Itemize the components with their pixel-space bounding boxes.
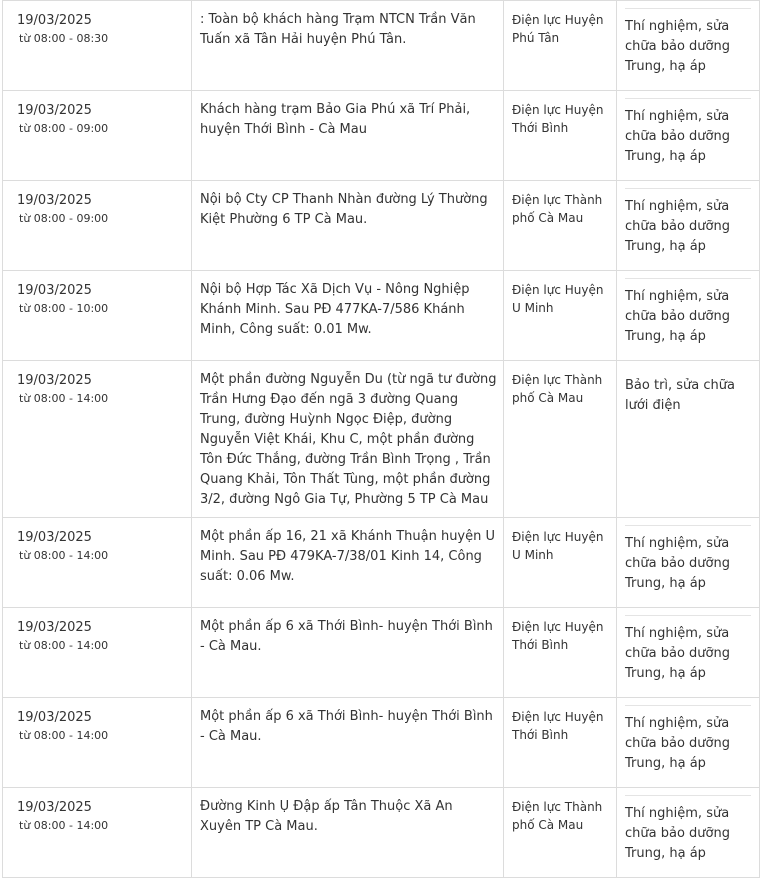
- divider: [625, 98, 751, 99]
- outage-area: Một phần ấp 16, 21 xã Khánh Thuận huyện U Minh. Sau PĐ 479KA-7/38/01 Kinh 14, Công suất: 0.06 Mw.: [200, 529, 496, 584]
- table-row: [3, 788, 760, 878]
- outage-area: : Toàn bộ khách hàng Trạm NTCN Trần Văn Tuấn xã Tân Hải huyện Phú Tân.: [200, 12, 476, 47]
- table-row: [3, 361, 760, 518]
- outage-reason: Thí nghiệm, sửa chữa bảo dưỡng Trung, hạ áp: [625, 199, 730, 254]
- area-cell: [192, 698, 504, 788]
- reason-cell: [617, 181, 760, 271]
- outage-time: từ 08:00 - 14:00: [19, 392, 109, 405]
- outage-time: từ 08:00 - 10:00: [19, 302, 109, 315]
- outage-area: Một phần ấp 6 xã Thới Bình- huyện Thới Bình - Cà Mau.: [200, 709, 493, 744]
- date-cell: [3, 698, 192, 788]
- outage-reason: Thí nghiệm, sửa chữa bảo dưỡng Trung, hạ áp: [625, 289, 730, 344]
- unit-cell: [504, 698, 617, 788]
- divider: [625, 615, 751, 616]
- outage-time: từ 08:00 - 14:00: [19, 549, 109, 562]
- reason-cell: [617, 608, 760, 698]
- outage-date: 19/03/2025: [17, 710, 92, 725]
- date-cell: [3, 518, 192, 608]
- outage-reason: Thí nghiệm, sửa chữa bảo dưỡng Trung, hạ áp: [625, 806, 730, 861]
- outage-time: từ 08:00 - 09:00: [19, 212, 109, 225]
- date-cell: [3, 361, 192, 518]
- table-row: [3, 91, 760, 181]
- unit-cell: [504, 91, 617, 181]
- outage-area: Nội bộ Cty CP Thanh Nhàn đường Lý Thường Kiệt Phường 6 TP Cà Mau.: [200, 192, 488, 227]
- outage-reason: Thí nghiệm, sửa chữa bảo dưỡng Trung, hạ áp: [625, 626, 730, 681]
- outage-date: 19/03/2025: [17, 373, 92, 388]
- table-row: [3, 518, 760, 608]
- outage-reason: Thí nghiệm, sửa chữa bảo dưỡng Trung, hạ áp: [625, 716, 730, 771]
- power-outage-table: [2, 0, 760, 878]
- reason-cell: [617, 518, 760, 608]
- table-row: [3, 1, 760, 91]
- divider: [625, 705, 751, 706]
- area-cell: [192, 1, 504, 91]
- area-cell: [192, 518, 504, 608]
- unit-cell: [504, 788, 617, 878]
- divider: [625, 8, 751, 9]
- date-cell: [3, 608, 192, 698]
- divider: [625, 278, 751, 279]
- outage-date: 19/03/2025: [17, 620, 92, 635]
- outage-area: Một phần ấp 6 xã Thới Bình- huyện Thới Bình - Cà Mau.: [200, 619, 493, 654]
- unit-cell: [504, 181, 617, 271]
- power-unit: Điện lực Huyện U Minh: [512, 283, 604, 315]
- outage-date: 19/03/2025: [17, 530, 92, 545]
- date-cell: [3, 788, 192, 878]
- reason-cell: [617, 788, 760, 878]
- date-cell: [3, 181, 192, 271]
- divider: [625, 188, 751, 189]
- outage-date: 19/03/2025: [17, 13, 92, 28]
- reason-cell: [617, 698, 760, 788]
- outage-time: từ 08:00 - 14:00: [19, 729, 109, 742]
- area-cell: [192, 181, 504, 271]
- outage-time: từ 08:00 - 09:00: [19, 122, 109, 135]
- table-row: [3, 271, 760, 361]
- outage-area: Một phần đường Nguyễn Du (từ ngã tư đường Trần Hưng Đạo đến ngã 3 đường Quang Trung, đường Huỳnh Ngọc Điệp, đường Nguyễn Việt Khái, Khu C, một phần đường Tôn Đức Thắng, đường Trần Bình Trọng , Trần Quang Khải, Tôn Thất Tùng, một phần đường 3/2, đường Ngô Gia Tự, Phường 5 TP Cà Mau: [200, 372, 497, 507]
- area-cell: [192, 271, 504, 361]
- outage-date: 19/03/2025: [17, 283, 92, 298]
- divider: [625, 525, 751, 526]
- unit-cell: [504, 1, 617, 91]
- outage-date: 19/03/2025: [17, 103, 92, 118]
- date-cell: [3, 271, 192, 361]
- outage-reason: Thí nghiệm, sửa chữa bảo dưỡng Trung, hạ áp: [625, 109, 730, 164]
- outage-area: Khách hàng trạm Bảo Gia Phú xã Trí Phải, huyện Thới Bình - Cà Mau: [200, 102, 471, 137]
- outage-time: từ 08:00 - 14:00: [19, 819, 109, 832]
- unit-cell: [504, 518, 617, 608]
- area-cell: [192, 91, 504, 181]
- outage-reason: Thí nghiệm, sửa chữa bảo dưỡng Trung, hạ áp: [625, 19, 730, 74]
- power-unit: Điện lực Thành phố Cà Mau: [512, 373, 603, 405]
- power-unit: Điện lực Huyện Thới Bình: [512, 620, 604, 652]
- power-unit: Điện lực Huyện U Minh: [512, 530, 604, 562]
- date-cell: [3, 1, 192, 91]
- power-unit: Điện lực Huyện Thới Bình: [512, 103, 604, 135]
- outage-date: 19/03/2025: [17, 193, 92, 208]
- area-cell: [192, 608, 504, 698]
- outage-reason: Bảo trì, sửa chữa lưới điện: [625, 378, 735, 413]
- power-unit: Điện lực Thành phố Cà Mau: [512, 193, 603, 225]
- unit-cell: [504, 608, 617, 698]
- table-row: [3, 608, 760, 698]
- unit-cell: [504, 271, 617, 361]
- power-unit: Điện lực Thành phố Cà Mau: [512, 800, 603, 832]
- area-cell: [192, 361, 504, 518]
- table-row: [3, 181, 760, 271]
- area-cell: [192, 788, 504, 878]
- power-unit: Điện lực Huyện Phú Tân: [512, 13, 604, 45]
- outage-date: 19/03/2025: [17, 800, 92, 815]
- unit-cell: [504, 361, 617, 518]
- reason-cell: [617, 271, 760, 361]
- outage-time: từ 08:00 - 14:00: [19, 639, 109, 652]
- outage-reason: Thí nghiệm, sửa chữa bảo dưỡng Trung, hạ áp: [625, 536, 730, 591]
- reason-cell: [617, 1, 760, 91]
- reason-cell: [617, 91, 760, 181]
- date-cell: [3, 91, 192, 181]
- outage-area: Đường Kinh Ụ Đập ấp Tân Thuộc Xã An Xuyên TP Cà Mau.: [200, 799, 453, 834]
- reason-cell: [617, 361, 760, 518]
- power-unit: Điện lực Huyện Thới Bình: [512, 710, 604, 742]
- outage-time: từ 08:00 - 08:30: [19, 32, 109, 45]
- divider: [625, 795, 751, 796]
- table-row: [3, 698, 760, 788]
- outage-area: Nội bộ Hợp Tác Xã Dịch Vụ - Nông Nghiệp Khánh Minh. Sau PĐ 477KA-7/586 Khánh Minh, Công suất: 0.01 Mw.: [200, 282, 470, 337]
